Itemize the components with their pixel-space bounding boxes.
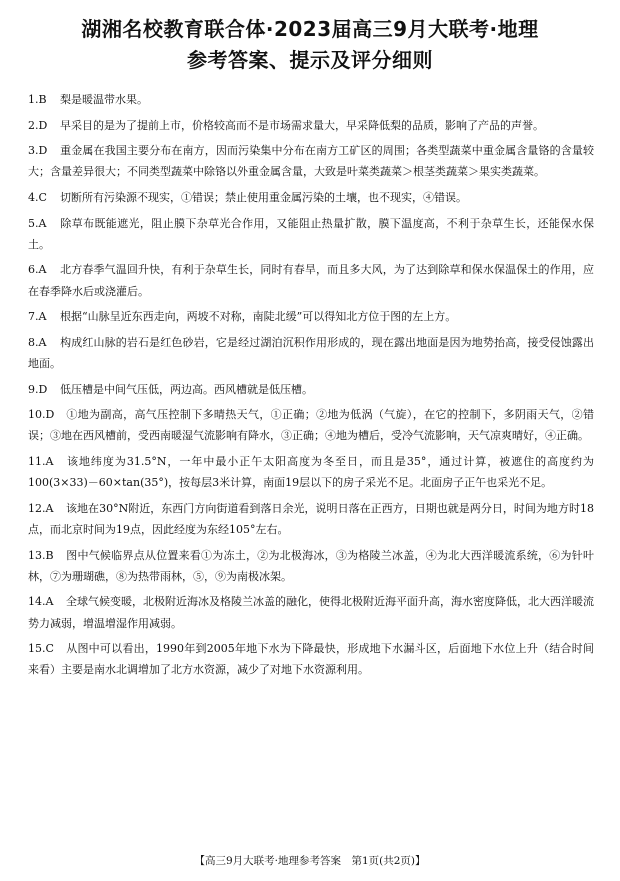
answer-number: 4.C: [28, 190, 47, 204]
answer-item-4: [28, 187, 594, 208]
answer-item-9: [28, 379, 594, 400]
answer-number: 13.B: [28, 548, 54, 562]
answer-text: ①地为副高，高气压控制下多晴热天气，①正确；②地为低涡（气旋），在它的控制下，多阴雨天气，②错误；③地在西风槽前，受西南暖湿气流影响有降水，③正确；④地为槽后，受冷气流影响，天气凉爽晴好，④正确。: [28, 408, 594, 443]
answer-number: 11.A: [28, 454, 54, 468]
answer-item-1: [28, 89, 594, 110]
answer-text: 低压槽是中间气压低，两边高。西风槽就是低压槽。: [60, 382, 313, 396]
answer-number: 6.A: [28, 263, 47, 277]
answer-item-5: [28, 213, 594, 255]
answer-item-10: [28, 404, 594, 446]
answer-item-14: [28, 591, 594, 633]
answer-number: 9.D: [28, 382, 48, 396]
answer-text: 除草布既能遮光，阻止膜下杂草光合作用，又能阻止热量扩散，膜下温度高，不利于杂草生长，还能保水保土。: [28, 216, 594, 251]
answer-number: 12.A: [28, 501, 54, 515]
answer-item-3: [28, 140, 594, 182]
answer-number: 10.D: [28, 408, 55, 422]
answer-number: 3.D: [28, 144, 48, 158]
answer-item-12: [28, 498, 594, 540]
answer-text: 图中气候临界点从位置来看①为冻土，②为北极海冰，③为格陵兰冰盖，④为北大西洋暖流系统，⑥为针叶林，⑦为珊瑚礁，⑧为热带雨林，⑤，⑨为南极冰架。: [28, 548, 594, 583]
answer-item-7: [28, 306, 594, 327]
answer-text: 构成红山脉的岩石是红色砂岩，它是经过湖泊沉积作用形成的，现在露出地面是因为地势抬高，接受侵蚀露出地面。: [28, 335, 594, 370]
answer-number: 14.A: [28, 595, 54, 609]
answer-text: 北方春季气温回升快，有利于杂草生长，同时有春旱，而且多大风，为了达到除草和保水保温保土的作用，应在春季降水后或浇灌后。: [28, 263, 594, 298]
page-footer: 【高三9月大联考·地理参考答案 第1页(共2页)】: [194, 855, 426, 867]
answer-number: 7.A: [28, 310, 47, 324]
answer-text: 早采目的是为了提前上市，价格较高而不是市场需求量大，早采降低梨的品质，影响了产品的声誉。: [60, 118, 544, 132]
answer-number: 2.D: [28, 118, 48, 132]
answer-text: 该地纬度为31.5°N，一年中最小正午太阳高度为冬至日，而且是35°，通过计算，被遮住的高度约为100(3×33)－60×tan(35°)，按每层3米计算，南面19层以下的房子采光不足。北面房子正午也采光不足。: [28, 454, 594, 490]
answer-item-2: [28, 115, 594, 136]
answer-number: 5.A: [28, 216, 47, 230]
answer-item-11: [28, 451, 594, 493]
document-subtitle: 参考答案、提示及评分细则: [187, 48, 433, 72]
answer-item-13: [28, 545, 594, 587]
answer-item-6: [28, 259, 594, 301]
answer-number: 8.A: [28, 335, 47, 349]
answer-text: 切断所有污染源不现实，①错误；禁止使用重金属污染的土壤，也不现实，④错误。: [60, 190, 467, 204]
answer-text: 从图中可以看出，1990年到2005年地下水为下降最快，形成地下水漏斗区，后面地下水位上升（结合时间来看）主要是南水北调增加了北方水资源，减少了对地下水资源利用。: [28, 642, 594, 677]
answer-text: 梨是暖温带水果。: [60, 93, 148, 106]
answer-number: 15.C: [28, 642, 54, 656]
answer-item-8: [28, 332, 594, 374]
answer-item-15: [28, 638, 594, 680]
answer-text: 重金属在我国主要分布在南方，因而污染集中分布在南方工矿区的周围；各类型蔬菜中重金属含量铬的含量较大；含量差异很大；不同类型蔬菜中除铬以外重金属含量，大致是叶菜类蔬菜＞根茎类蔬菜＞果实类蔬菜。: [28, 144, 594, 179]
document-title: 湖湘名校教育联合体·2023届高三9月大联考·地理: [81, 17, 539, 41]
answer-text: 全球气候变暖，北极附近海冰及格陵兰冰盖的融化，使得北极附近海平面升高，海水密度降低，北大西洋暖流势力减弱，增温增湿作用减弱。: [28, 595, 594, 630]
answer-number: 1.B: [28, 93, 47, 106]
answer-text: 根据“山脉呈近东西走向，两坡不对称，南陡北缓”可以得知北方位于图的左上方。: [60, 310, 457, 324]
answer-list: [28, 89, 594, 681]
answer-text: 该地在30°N附近，东西门方向街道看到落日余光，说明日落在正西方，日期也就是两分日，时间为地方时18点，而北京时间为19点，因此经度为东经105°左右。: [28, 501, 594, 536]
